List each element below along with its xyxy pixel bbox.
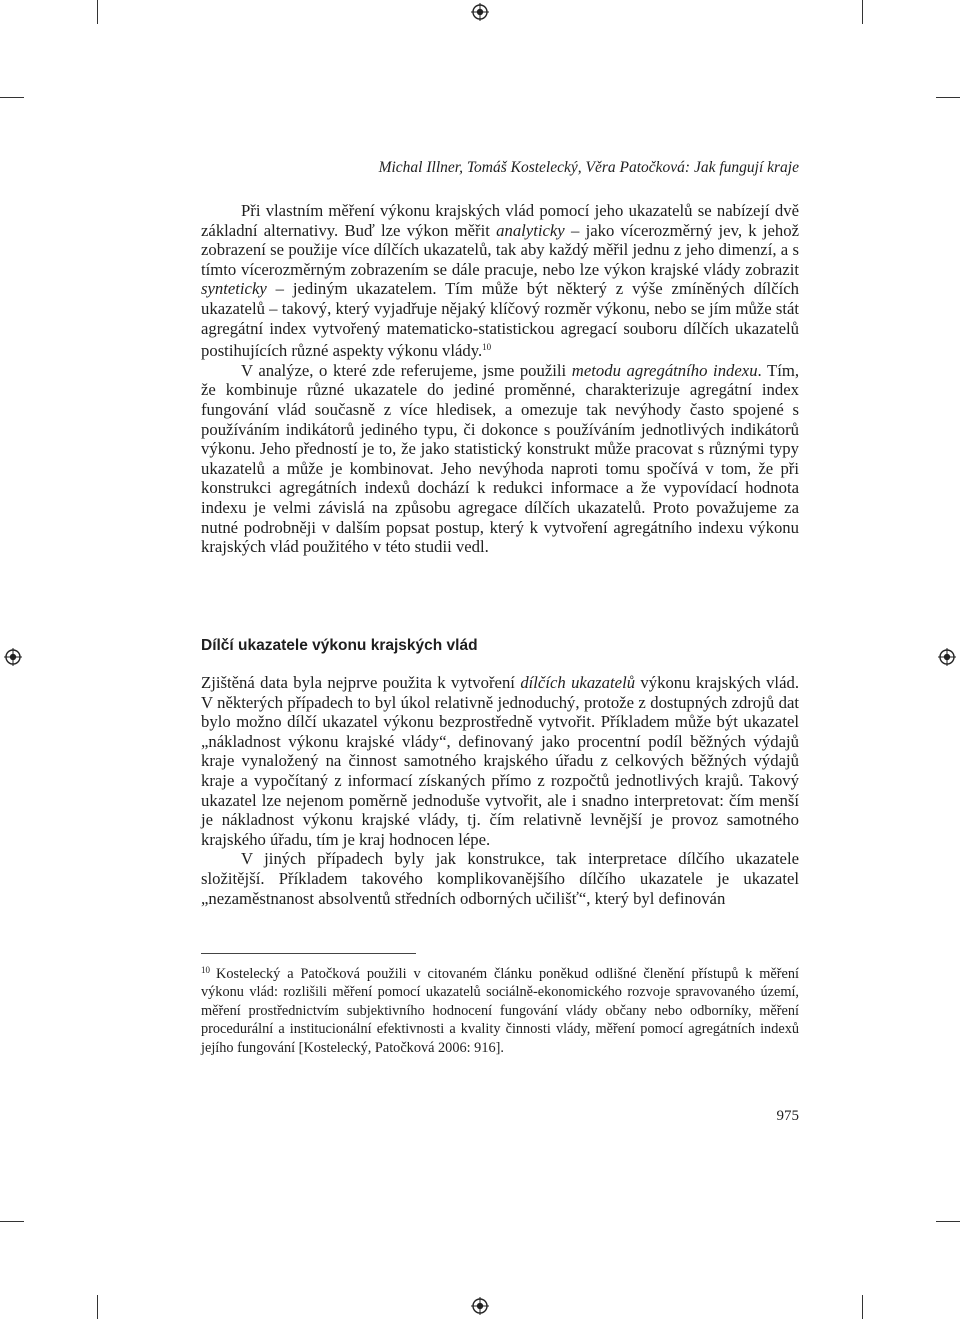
text-run: . Tím, že kombinuje různé ukazatele do jediné proměnné, charakterizuje agregátní index fungování vlád současně z více hledisek, a omezuje tak nevýhody často spojené s používáním indikátorů jediného typu, či dokonce s používáním jednotlivých indikátorů výkonu. Jeho předností je to, že jako statistický konstrukt může pracovat s různými typy ukazatelů a může je kombinovat. Jeho nevýhoda naproti tomu spočívá v tom, že při konstrukci agregátních indexů dochází k redukci informace a že vypovídací hodnota indexu je velmi závislá na způsobu agregace dílčích ukazatelů. Proto považujeme za nutné podrobněji v dalším popsat postup, který k vytvoření agregátního indexu výkonu krajských vlád použitého v této studii vedl. [201, 360, 799, 557]
text-run: výkonu krajských vlád. V některých případech to byl úkol relativně jednoduchý, protože z dostupných zdrojů dat bylo možno dílčí ukazatel výkonu bezprostředně vytvořit. Příkladem může být ukazatel „nákladnost výkonu krajské vlády“, definovaný jako procentní podíl běžných výdajů kraje vynaložený na činnost samotného krajského úřadu z celkových běžných výdajů kraje a vypočítaný z informací získaných přímo z rozpočtů jednotlivých krajů. Takový ukazatel lze nejenom poměrně jednoduše vytvořit, ale i snadno interpretovat: čím menší je nákladnost výkonu krajské vlády, tj. čím relativně levnější je provoz samotného krajského úřadu, tím je kraj hodnocen lépe. [201, 673, 799, 849]
paragraph [201, 201, 799, 361]
text-run: Při vlastním měření výkonu krajských vlád pomocí jeho ukazatelů se nabízejí dvě základní alternativy. Buď lze výkon měřit [201, 201, 799, 240]
registration-mark-icon [938, 648, 956, 666]
emphasis: dílčích ukazatelů [520, 673, 636, 692]
emphasis: synteticky [201, 279, 267, 299]
body-text-top [201, 201, 799, 557]
crop-mark-icon [0, 1221, 24, 1222]
crop-mark-icon [936, 1221, 960, 1222]
crop-mark-icon [936, 97, 960, 98]
text-run: – jediným ukazatelem. Tím může být některý z výše zmíněných dílčích ukazatelů – takový, který vyjadřuje nějaký klíčový rozměr výkonu, nebo se jím může stát agregátní index vytvořený matematicko-statistickou agregací souboru dílčích ukazatelů postihujících různé aspekty výkonu vlády. [201, 279, 799, 361]
crop-mark-icon [97, 0, 98, 24]
crop-mark-icon [862, 0, 863, 24]
footnote-reference: 10 [482, 342, 492, 353]
text-run: V jiných případech byly jak konstrukce, tak interpretace dílčího ukazatele složitější. Příkladem takového komplikovanějšího dílčího ukazatele je ukazatel „nezaměstnanost absolventů středních odborných učilišť“, který byl definován [201, 849, 799, 908]
footnote [201, 961, 799, 1057]
footnote-number: 10 [201, 965, 210, 975]
page-number: 975 [776, 1108, 799, 1124]
registration-mark-icon [4, 648, 22, 666]
running-head: Michal Illner, Tomáš Kostelecký, Věra Patočková: Jak fungují kraje [378, 159, 799, 176]
paragraph [201, 673, 799, 849]
emphasis: metodu agregátního indexu [571, 360, 758, 380]
registration-mark-icon [471, 3, 489, 21]
text-run: Zjištěná data byla nejprve použita k vytvoření [201, 673, 521, 692]
text-run: V analýze, o které zde referujeme, jsme použili [241, 360, 572, 380]
crop-mark-icon [0, 97, 24, 98]
registration-mark-icon [471, 1297, 489, 1315]
paragraph [201, 849, 799, 908]
crop-mark-icon [97, 1295, 98, 1319]
footnote-rule [201, 953, 416, 954]
footnote-text: Kostelecký a Patočková použili v citovaném článku poněkud odlišné členění přístupů k měření výkonu vlád: rozlišili měření pomocí ukazatelů sociálně-ekonomického rozvoje spravovaného území, měření prostřednictvím subjektivního hodnocení fungování vlády občany nebo odborníky, měření procedurální a institucionální efektivnosti a kvality činnosti vlády, měření pomocí agregátních indexů jejího fungování [Kostelecký, Patočková 2006: 916]. [201, 966, 799, 1056]
crop-mark-icon [862, 1295, 863, 1319]
text-run: – jako vícerozměrný jev, k jehož zobrazení se použije více dílčích ukazatelů, tak aby každý měřil jednu z jeho dimenzí, a s tímto vícerozměrným zobrazením se dále pracuje, nebo lze výkon krajské vlády zobrazit [201, 220, 799, 279]
section-heading: Dílčí ukazatele výkonu krajských vlád [201, 637, 478, 654]
body-text-section [201, 673, 799, 908]
emphasis: analyticky [496, 220, 565, 240]
paragraph [201, 361, 799, 557]
